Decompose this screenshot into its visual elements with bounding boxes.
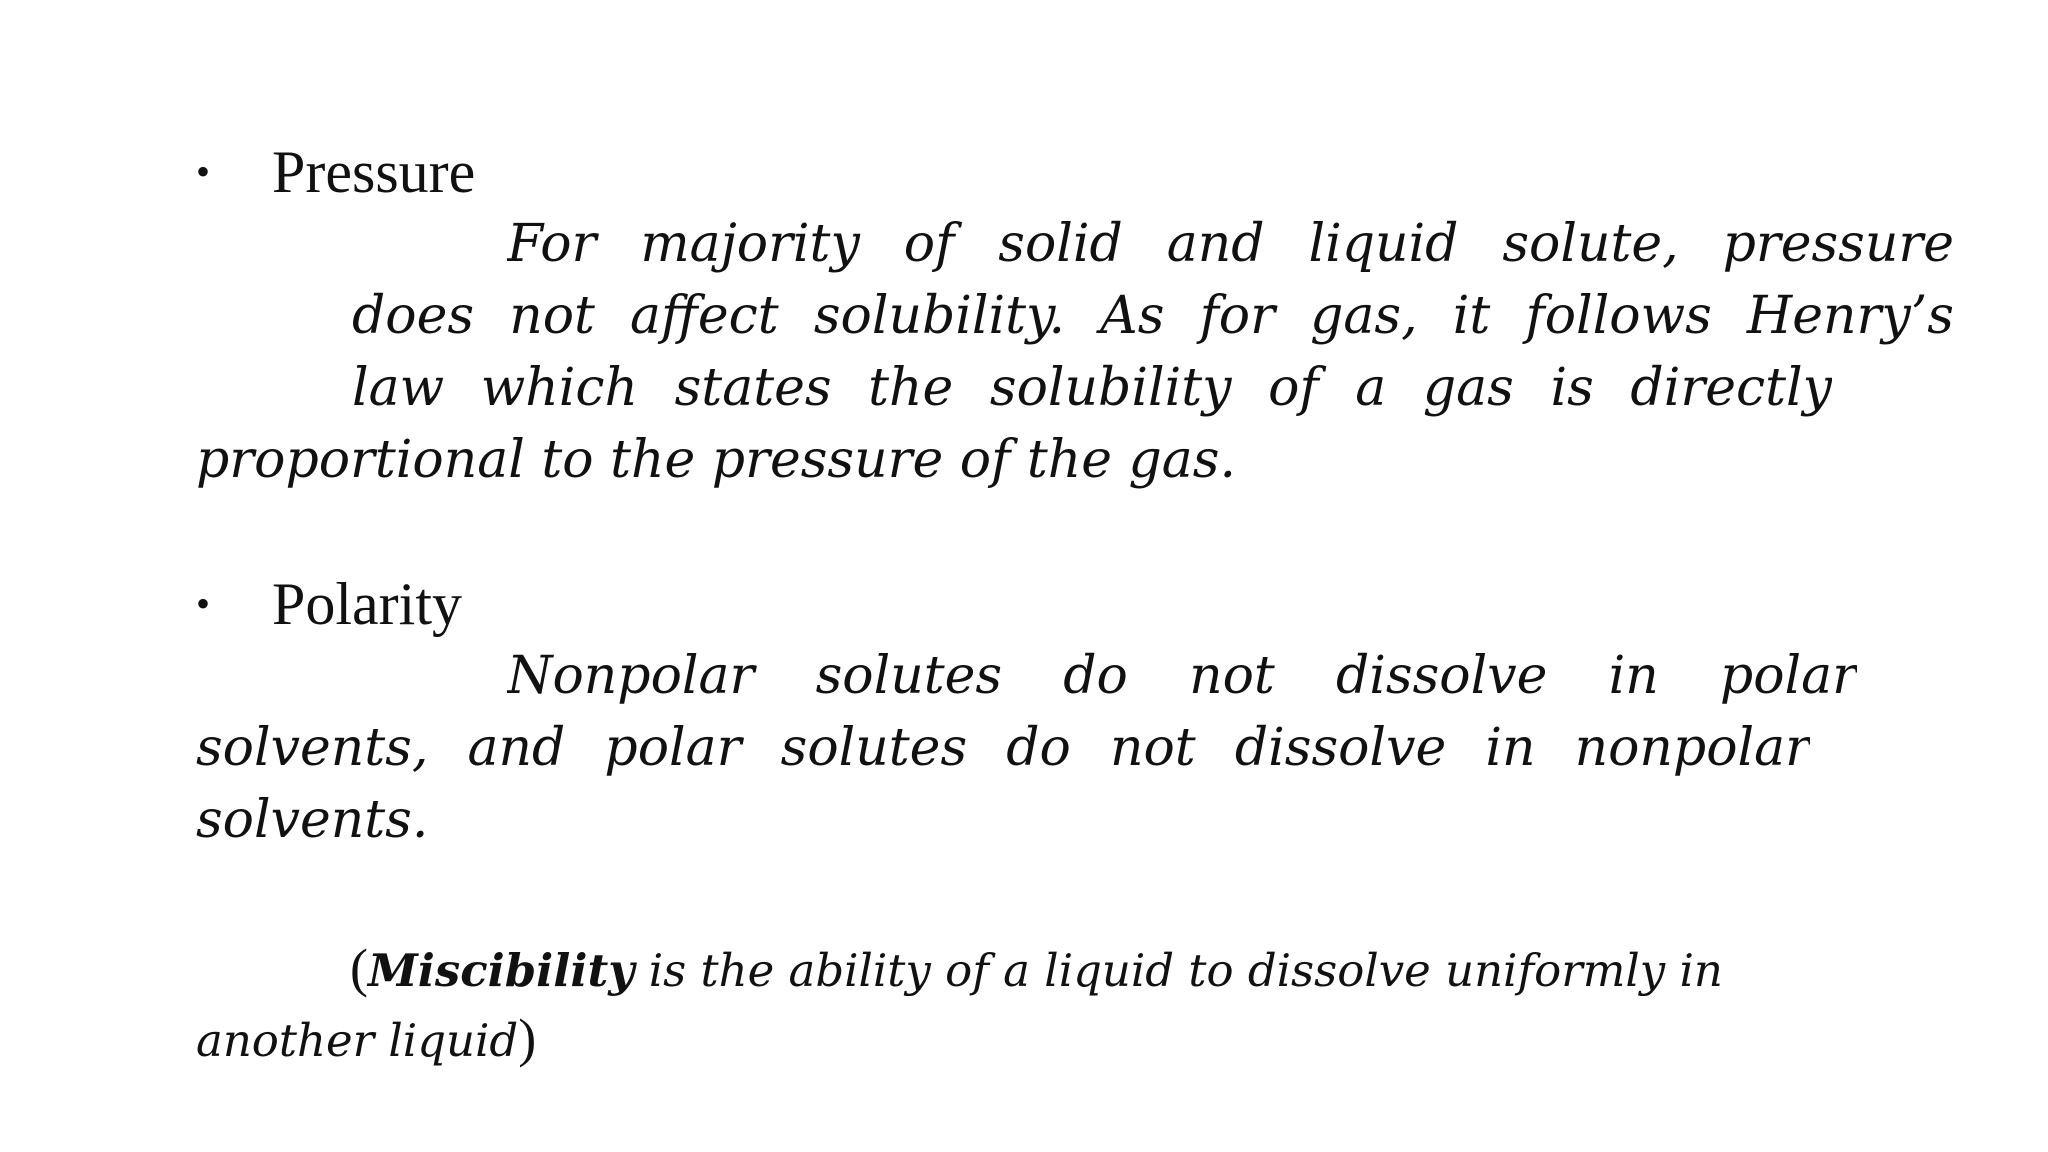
polarity-text-line-2: solvents, and polar solutes do not dissolve in nonpolar [196,718,1810,778]
note-definition: is the ability of a liquid to dissolve uniformly in [634,944,1723,997]
heading-pressure: Pressure [272,139,476,205]
bullet-icon: • [196,581,211,626]
pressure-text-line-4: proportional to the pressure of the gas. [196,430,1237,490]
pressure-text-line-2: does not affect solubility. As for gas, it follows Henry’s [352,286,1954,346]
bullet-icon: • [196,149,211,194]
heading-polarity: Polarity [272,571,462,637]
note-line-1 [350,936,1723,1003]
pressure-text-line-3: law which states the solubility of a gas is directly [352,358,1832,418]
note-line-2 [196,1006,536,1073]
note-term: Miscibility [367,944,635,997]
polarity-text-line-1: Nonpolar solutes do not dissolve in polar [507,646,1857,706]
bullet-item-polarity [196,568,462,640]
note-open-paren: ( [350,938,368,998]
note-close-paren: ) [518,1008,537,1068]
bullet-item-pressure [196,136,475,208]
polarity-text-line-3: solvents. [196,790,429,850]
pressure-text-line-1: For majority of solid and liquid solute, pressure [507,214,1954,274]
note-definition-continued: another liquid [196,1014,519,1067]
